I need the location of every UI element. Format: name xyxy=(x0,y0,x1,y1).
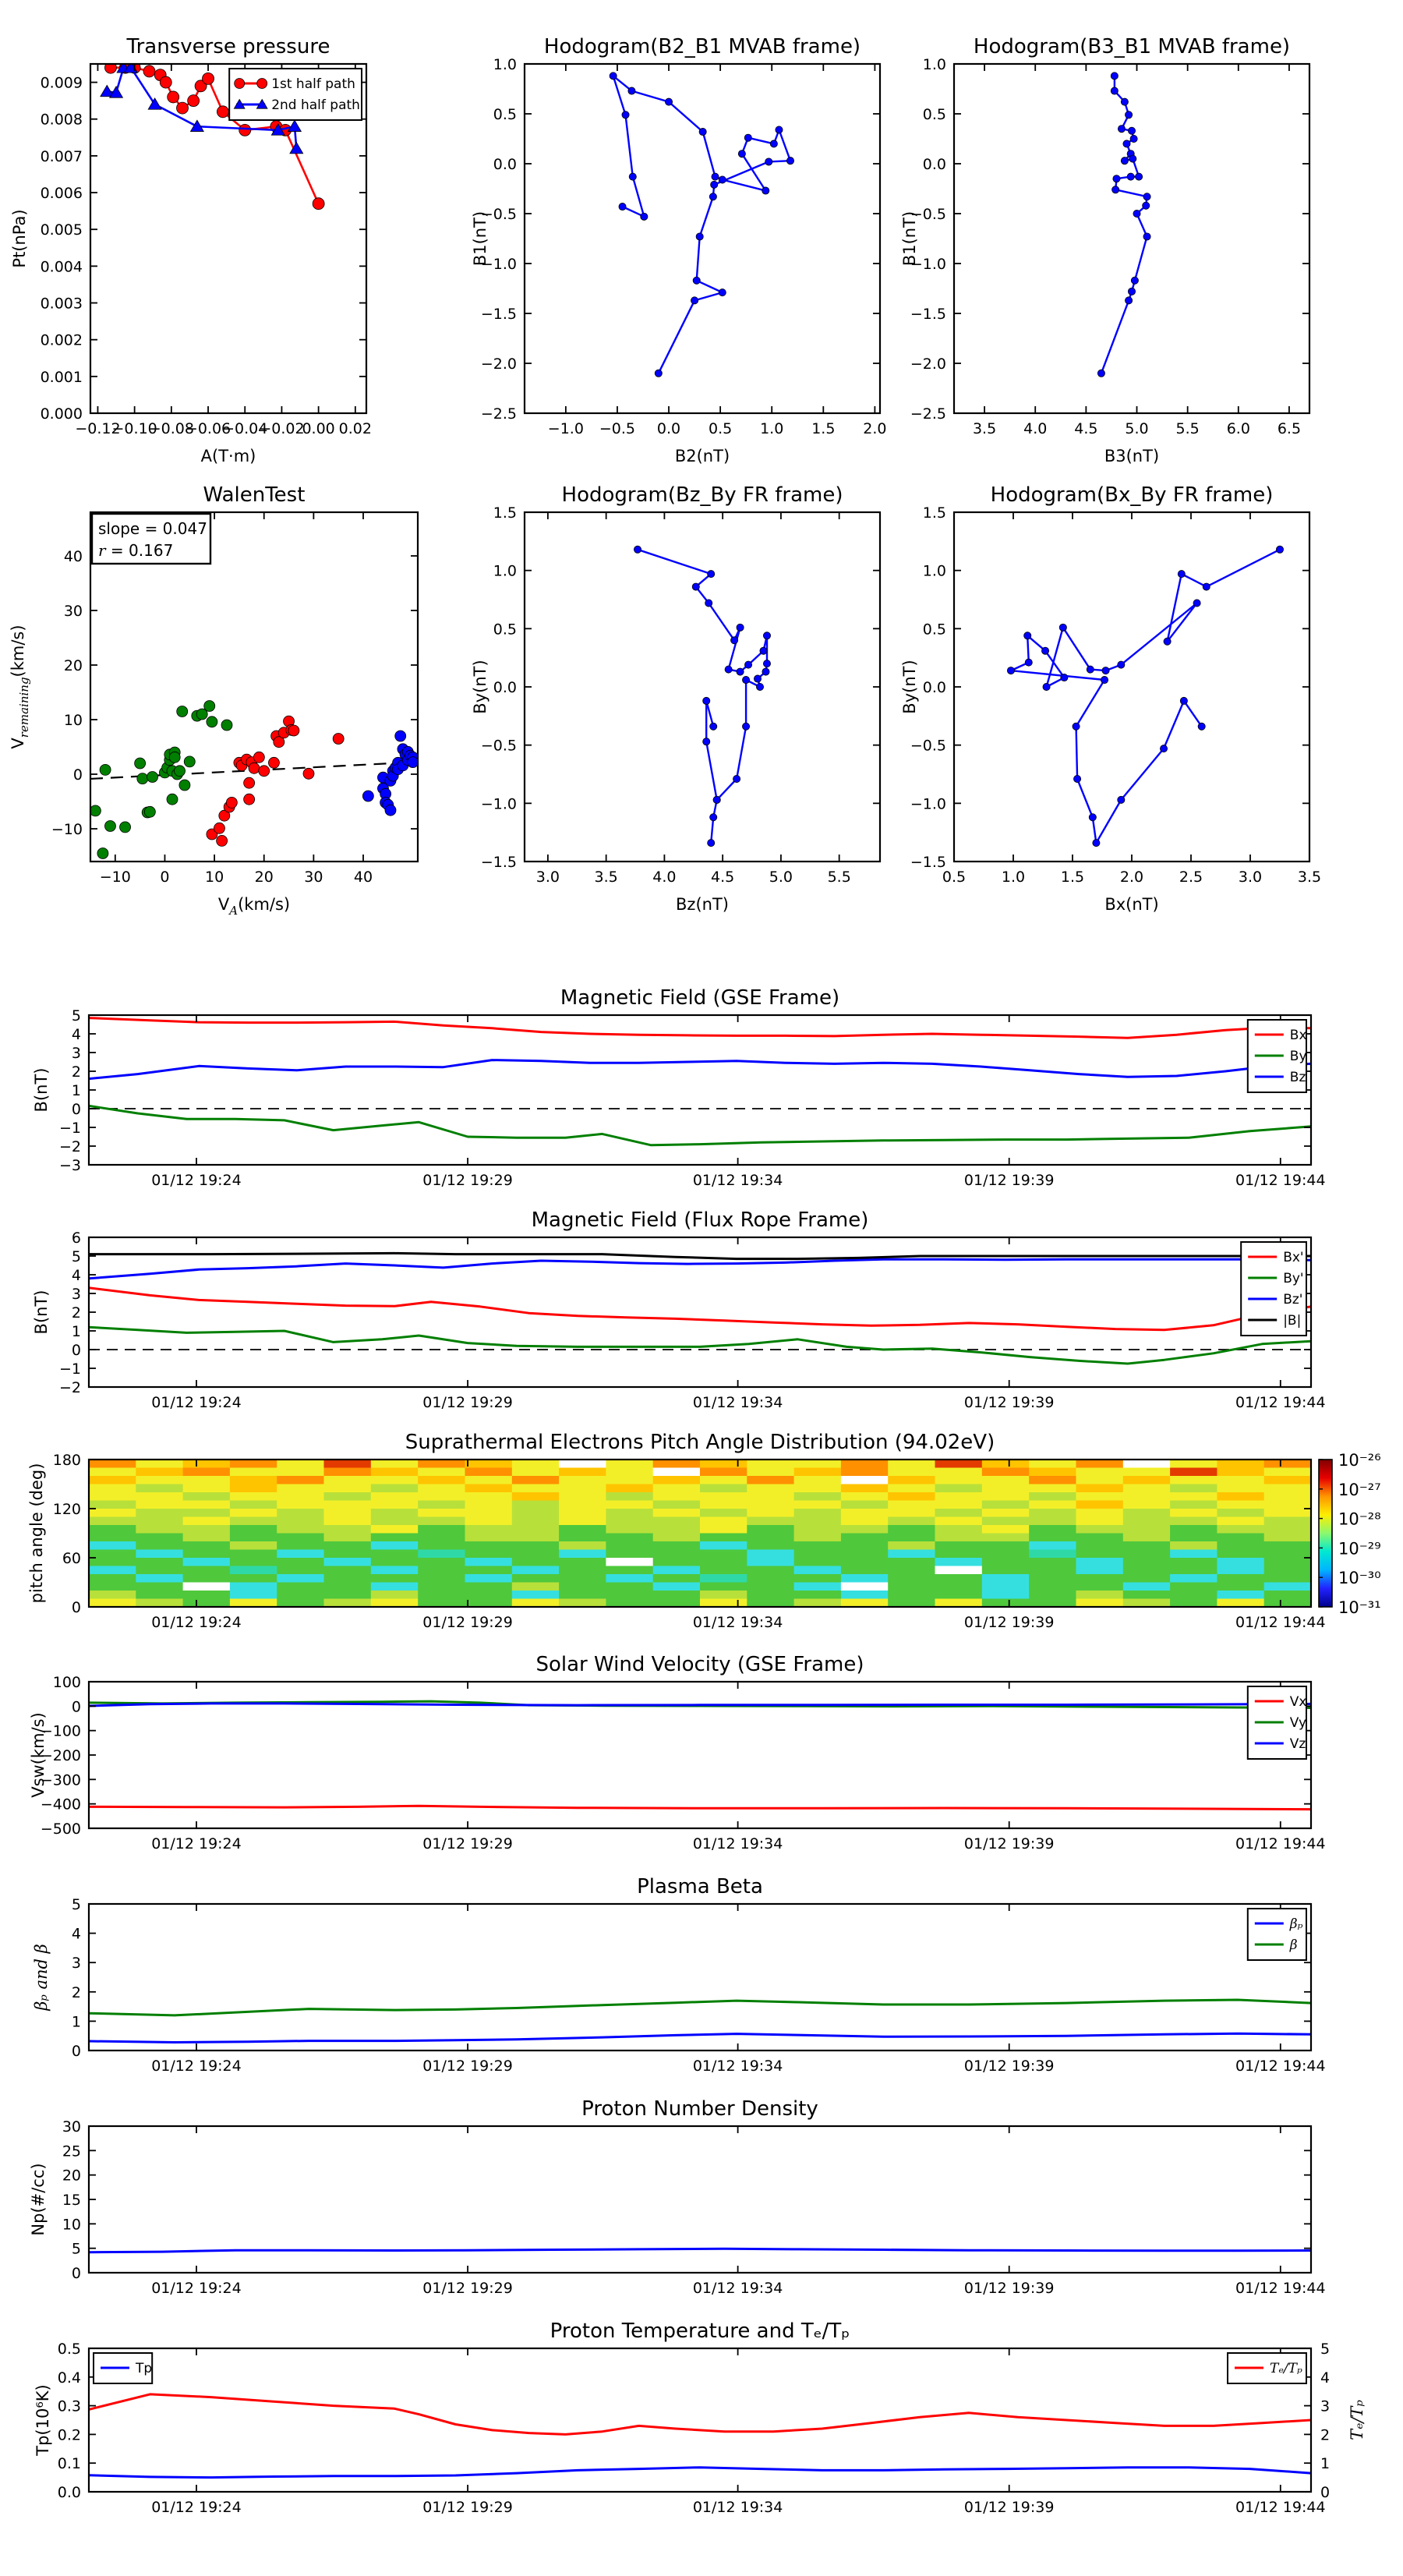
y-tick-label: −100 xyxy=(40,1722,81,1740)
y-tick-label: 0.0 xyxy=(57,2484,81,2501)
y-tick-label: 0.0 xyxy=(493,156,517,173)
y-tick-label: 4 xyxy=(71,1026,81,1043)
y-tick-label: 180 xyxy=(52,1452,81,1469)
x-tick-label: −0.10 xyxy=(111,420,157,437)
chart-ts3 xyxy=(27,1431,1326,1631)
y-tick-label: 0.5 xyxy=(922,106,946,123)
legend xyxy=(229,69,362,120)
x-tick-label: 01/12 19:34 xyxy=(692,2280,783,2297)
y-axis-label: B1(nT) xyxy=(471,211,489,267)
x-axis-label: B3(nT) xyxy=(1104,447,1160,465)
y-tick-label: 120 xyxy=(52,1501,81,1518)
legend-label: Tₑ/Tₚ xyxy=(1270,2361,1302,2376)
x-tick-label: 1.0 xyxy=(1001,869,1026,886)
x-axis-label: Bz(nT) xyxy=(676,895,729,914)
x-axis-label: A(T·m) xyxy=(200,447,256,465)
y-tick-label: 5 xyxy=(71,1007,81,1024)
chart-title: Plasma Beta xyxy=(637,1875,763,1898)
y-tick-label: 0.5 xyxy=(922,621,946,639)
legend xyxy=(1248,1020,1307,1092)
y-tick-label: 0.0 xyxy=(922,156,946,173)
y-tick-label: −2.0 xyxy=(910,356,946,373)
y-tick-label: 2 xyxy=(71,1983,81,2001)
x-tick-label: 01/12 19:29 xyxy=(422,1172,513,1189)
y-tick-label: −1.5 xyxy=(480,854,517,871)
x-tick-label: 40 xyxy=(353,869,373,886)
x-tick-label: 20 xyxy=(254,869,274,886)
x-tick-label: 01/12 19:29 xyxy=(422,1614,513,1631)
x-tick-label: 0.02 xyxy=(338,420,372,437)
y-right-tick-label: 5 xyxy=(1320,2341,1331,2358)
y-tick-label: 0.5 xyxy=(57,2341,81,2358)
x-tick-label: 2.5 xyxy=(1179,869,1203,886)
y-axis-label: Tp(10⁶K) xyxy=(34,2384,52,2456)
x-tick-label: 01/12 19:39 xyxy=(963,2280,1055,2297)
y-tick-label: 0.0 xyxy=(922,679,946,696)
x-tick-label: 01/12 19:39 xyxy=(963,1614,1055,1631)
y-right-tick-label: 1 xyxy=(1320,2455,1331,2473)
y-axis-label: Vsw(km/s) xyxy=(29,1712,48,1798)
y-tick-label: 0.007 xyxy=(40,147,83,165)
y-tick-label: 0.5 xyxy=(493,621,517,639)
x-tick-label: 3.5 xyxy=(594,869,618,886)
x-tick-label: 4.0 xyxy=(652,869,677,886)
y-tick-label: −1 xyxy=(58,1120,81,1137)
x-tick-label: 3.5 xyxy=(1297,869,1322,886)
chart-title: Suprathermal Electrons Pitch Angle Distribution (94.02eV) xyxy=(405,1431,995,1454)
pitch-angle-heatmap xyxy=(89,1460,1312,1608)
y-tick-label: 3 xyxy=(71,1286,81,1303)
legend-label: By' xyxy=(1283,1271,1304,1286)
y-right-tick-label: 4 xyxy=(1320,2369,1331,2387)
chart-title: Proton Temperature and Tₑ/Tₚ xyxy=(550,2319,850,2343)
y-tick-label: 20 xyxy=(62,2167,81,2185)
x-tick-label: 01/12 19:34 xyxy=(692,1614,783,1631)
y-tick-label: −500 xyxy=(40,1821,81,1838)
y-tick-label: 0 xyxy=(72,766,83,784)
x-tick-label: 01/12 19:39 xyxy=(963,2499,1055,2516)
annotation-line: slope = 0.047 xyxy=(98,519,207,538)
y-tick-label: 0.3 xyxy=(57,2397,81,2415)
y-tick-label: 30 xyxy=(63,603,83,620)
chart-title: Hodogram(B3_B1 MVAB frame) xyxy=(973,35,1291,58)
x-tick-label: 01/12 19:34 xyxy=(692,2499,783,2516)
x-tick-label: −0.02 xyxy=(259,420,305,437)
y-tick-label: 0 xyxy=(71,1101,81,1118)
x-tick-label: 01/12 19:29 xyxy=(422,1835,513,1852)
x-tick-label: 01/12 19:29 xyxy=(422,2280,513,2297)
legend-label: By xyxy=(1289,1049,1307,1064)
y-tick-label: −1.5 xyxy=(480,306,517,323)
x-tick-label: 6.5 xyxy=(1277,420,1302,437)
y-tick-label: 0.006 xyxy=(40,185,83,203)
legend-label: 2nd half path xyxy=(271,97,360,113)
x-tick-label: −1.0 xyxy=(547,420,584,437)
y-tick-label: 100 xyxy=(52,1674,81,1691)
y-axis-label: Pt(nPa) xyxy=(10,209,29,268)
y-axis-label: B(nT) xyxy=(32,1290,51,1335)
y-axis-label: βₚ and β xyxy=(32,1944,51,2011)
y-tick-label: 3 xyxy=(71,1955,81,1973)
x-tick-label: 01/12 19:24 xyxy=(151,2058,242,2075)
x-tick-label: −0.04 xyxy=(222,420,268,437)
y-tick-label: 0.002 xyxy=(40,331,83,349)
y-axis-label: B1(nT) xyxy=(900,211,919,267)
y-tick-label: 40 xyxy=(63,548,83,565)
legend xyxy=(94,2353,152,2383)
x-tick-label: 5.5 xyxy=(1175,420,1200,437)
x-tick-label: 01/12 19:39 xyxy=(963,2058,1055,2075)
y-tick-label: −0.5 xyxy=(480,737,517,755)
legend-label: 1st half path xyxy=(271,76,355,92)
y-tick-label: 0.001 xyxy=(40,368,83,386)
chart-title: WalenTest xyxy=(203,483,306,507)
x-tick-label: 2.0 xyxy=(863,420,887,437)
y-tick-label: 5 xyxy=(71,1896,81,1913)
x-axis-label: B2(nT) xyxy=(674,447,730,465)
y-tick-label: 0.005 xyxy=(40,221,83,239)
x-tick-label: 6.0 xyxy=(1226,420,1250,437)
legend-label: βₚ xyxy=(1289,1916,1303,1932)
y-tick-label: 0.4 xyxy=(57,2369,81,2387)
chart-title: Magnetic Field (Flux Rope Frame) xyxy=(531,1208,869,1232)
legend-label: Vy xyxy=(1289,1715,1307,1731)
x-tick-label: 0.5 xyxy=(709,420,733,437)
x-tick-label: 3.0 xyxy=(1238,869,1263,886)
chart-title: Transverse pressure xyxy=(126,35,330,58)
x-tick-label: 5.0 xyxy=(1125,420,1149,437)
y-tick-label: 1.5 xyxy=(493,504,517,522)
y-tick-label: −2.0 xyxy=(480,356,517,373)
y-axis-label: By(nT) xyxy=(471,660,489,714)
y-axis-label: pitch angle (deg) xyxy=(27,1463,46,1604)
x-tick-label: 5.5 xyxy=(827,869,851,886)
y-tick-label: −0.5 xyxy=(910,206,946,223)
x-tick-label: 0 xyxy=(160,869,170,886)
y-tick-label: 0 xyxy=(71,1599,81,1616)
x-tick-label: 01/12 19:44 xyxy=(1235,2058,1326,2075)
y-axis-label: $V_{remaining}(km/s)$ xyxy=(9,625,31,749)
y-tick-label: 0 xyxy=(71,1698,81,1716)
y-tick-label: −2 xyxy=(58,1379,81,1396)
x-tick-label: 01/12 19:44 xyxy=(1235,1394,1326,1411)
x-tick-label: 4.0 xyxy=(1023,420,1048,437)
x-axis-label: Bx(nT) xyxy=(1104,895,1159,914)
y-tick-label: −1.5 xyxy=(910,854,946,871)
colorbar-tick-label: 10⁻²⁷ xyxy=(1338,1480,1381,1499)
y-tick-label: −2.5 xyxy=(910,405,946,423)
y-tick-label: 15 xyxy=(62,2192,81,2209)
y-tick-label: −0.5 xyxy=(480,206,517,223)
x-tick-label: 01/12 19:24 xyxy=(151,1614,242,1631)
legend xyxy=(1228,2353,1306,2383)
legend-label: Bz' xyxy=(1283,1292,1303,1307)
y-tick-label: 0 xyxy=(71,2265,81,2282)
y-tick-label: 0 xyxy=(71,1342,81,1359)
x-tick-label: 4.5 xyxy=(1074,420,1098,437)
y-tick-label: −3 xyxy=(58,1157,81,1174)
x-tick-label: 01/12 19:44 xyxy=(1235,2280,1326,2297)
x-tick-label: −0.12 xyxy=(75,420,121,437)
legend xyxy=(1248,1686,1307,1759)
x-tick-label: 01/12 19:39 xyxy=(963,1394,1055,1411)
chart-title: Hodogram(B2_B1 MVAB frame) xyxy=(543,35,861,58)
y-tick-label: −1.0 xyxy=(480,795,517,813)
x-tick-label: 1.0 xyxy=(760,420,784,437)
x-tick-label: 0.00 xyxy=(302,420,335,437)
x-tick-label: 01/12 19:29 xyxy=(422,2058,513,2075)
y-tick-label: −200 xyxy=(40,1747,81,1764)
y-tick-label: 1 xyxy=(71,1323,81,1340)
x-tick-label: 01/12 19:24 xyxy=(151,2280,242,2297)
legend-label: β xyxy=(1289,1937,1298,1953)
chart-title: Hodogram(Bz_By FR frame) xyxy=(561,483,843,507)
x-tick-label: 01/12 19:34 xyxy=(692,1835,783,1852)
x-tick-label: 10 xyxy=(204,869,224,886)
y-tick-label: −1.5 xyxy=(910,306,946,323)
colorbar-gradient xyxy=(1319,1460,1332,1607)
x-tick-label: 01/12 19:44 xyxy=(1235,1835,1326,1852)
y-tick-label: 0.004 xyxy=(40,258,83,276)
legend-label: Bx xyxy=(1289,1028,1307,1043)
colorbar-tick-label: 10⁻³¹ xyxy=(1338,1598,1381,1617)
y-tick-label: 30 xyxy=(62,2118,81,2135)
x-tick-label: 01/12 19:24 xyxy=(151,1835,242,1852)
legend-label: Bx' xyxy=(1283,1250,1304,1265)
y-tick-label: 5 xyxy=(71,1248,81,1265)
x-tick-label: 4.5 xyxy=(711,869,735,886)
y-tick-label: 0.0 xyxy=(493,679,517,696)
y-tick-label: 60 xyxy=(62,1550,81,1567)
x-tick-label: 01/12 19:24 xyxy=(151,1172,242,1189)
y-tick-label: 0.003 xyxy=(40,295,83,313)
y-right-tick-label: 3 xyxy=(1320,2397,1331,2415)
x-tick-label: 01/12 19:29 xyxy=(422,1394,513,1411)
y-tick-label: 0.009 xyxy=(40,74,83,92)
y-axis-label: Np(#/cc) xyxy=(29,2163,48,2236)
x-tick-label: 01/12 19:34 xyxy=(692,1394,783,1411)
x-tick-label: 01/12 19:24 xyxy=(151,2499,242,2516)
y-tick-label: −2.5 xyxy=(480,405,517,423)
x-tick-label: 5.0 xyxy=(769,869,793,886)
x-axis-label: $V_A(km/s)$ xyxy=(217,895,291,918)
x-tick-label: 01/12 19:29 xyxy=(422,2499,513,2516)
x-tick-label: 2.0 xyxy=(1119,869,1144,886)
x-tick-label: 0.0 xyxy=(656,420,681,437)
y-tick-label: −0.5 xyxy=(910,737,946,755)
x-tick-label: 01/12 19:44 xyxy=(1235,1614,1326,1631)
y-tick-label: 2 xyxy=(71,1304,81,1322)
y-tick-label: −400 xyxy=(40,1796,81,1813)
y-axis-label-right: Tₑ/Tₚ xyxy=(1348,2400,1366,2440)
chart-title: Solar Wind Velocity (GSE Frame) xyxy=(535,1653,864,1676)
y-axis-label: B(nT) xyxy=(32,1067,51,1113)
y-tick-label: −1.0 xyxy=(910,795,946,813)
y-tick-label: 1.0 xyxy=(922,56,946,73)
x-tick-label: 1.5 xyxy=(811,420,836,437)
x-tick-label: 01/12 19:44 xyxy=(1235,2499,1326,2516)
chart-title: Hodogram(Bx_By FR frame) xyxy=(990,483,1274,507)
y-tick-label: 2 xyxy=(71,1063,81,1081)
y-tick-label: 0.1 xyxy=(57,2455,81,2473)
y-tick-label: −2 xyxy=(58,1138,81,1155)
legend-label: |B| xyxy=(1283,1313,1302,1329)
y-tick-label: 0.5 xyxy=(493,106,517,123)
x-tick-label: 3.0 xyxy=(535,869,560,886)
x-tick-label: 0.5 xyxy=(942,869,967,886)
y-tick-label: −10 xyxy=(51,821,83,838)
y-tick-label: 10 xyxy=(62,2216,81,2234)
y-tick-label: 1.0 xyxy=(493,562,517,580)
annotation-box xyxy=(92,514,210,564)
x-tick-label: −10 xyxy=(99,869,131,886)
y-tick-label: −1.0 xyxy=(910,256,946,273)
y-tick-label: 1.5 xyxy=(922,504,946,522)
x-tick-label: −0.5 xyxy=(599,420,636,437)
y-tick-label: 1.0 xyxy=(493,56,517,73)
chart-title: Proton Number Density xyxy=(581,2097,818,2121)
y-tick-label: 4 xyxy=(71,1267,81,1284)
colorbar-tick-label: 10⁻²⁸ xyxy=(1338,1509,1381,1529)
legend-label: Vz xyxy=(1289,1736,1306,1752)
y-tick-label: 6 xyxy=(71,1230,81,1247)
y-tick-label: 1 xyxy=(71,2013,81,2031)
colorbar-tick-label: 10⁻²⁶ xyxy=(1338,1451,1381,1470)
x-tick-label: 01/12 19:24 xyxy=(151,1394,242,1411)
annotation-line: r = 0.167 xyxy=(98,541,174,560)
x-tick-label: 30 xyxy=(304,869,323,886)
x-tick-label: 3.5 xyxy=(972,420,997,437)
x-tick-label: 01/12 19:34 xyxy=(692,1172,783,1189)
x-tick-label: 01/12 19:39 xyxy=(963,1172,1055,1189)
y-right-tick-label: 2 xyxy=(1320,2426,1331,2444)
y-tick-label: 10 xyxy=(63,712,83,729)
y-tick-label: 1 xyxy=(71,1082,81,1099)
y-tick-label: −300 xyxy=(40,1771,81,1789)
y-tick-label: 0.008 xyxy=(40,111,83,129)
legend xyxy=(1248,1909,1306,1960)
legend-label: Vx xyxy=(1289,1694,1307,1710)
y-tick-label: 3 xyxy=(71,1045,81,1062)
y-tick-label: 25 xyxy=(62,2143,81,2160)
colorbar-tick-label: 10⁻³⁰ xyxy=(1338,1569,1381,1588)
legend xyxy=(1241,1242,1306,1336)
y-tick-label: 20 xyxy=(63,657,83,674)
x-tick-label: 1.5 xyxy=(1060,869,1085,886)
chart-title: Magnetic Field (GSE Frame) xyxy=(560,986,840,1010)
y-tick-label: −1.0 xyxy=(480,256,517,273)
colorbar-tick-label: 10⁻²⁹ xyxy=(1338,1539,1381,1559)
y-axis-label: By(nT) xyxy=(900,660,919,714)
y-tick-label: 4 xyxy=(71,1925,81,1943)
y-tick-label: 1.0 xyxy=(922,562,946,580)
x-tick-label: −0.08 xyxy=(148,420,194,437)
legend-label: Tp xyxy=(136,2361,153,2376)
legend-label: Bz xyxy=(1289,1070,1306,1085)
y-right-tick-label: 0 xyxy=(1320,2484,1331,2501)
x-tick-label: 01/12 19:34 xyxy=(692,2058,783,2075)
y-tick-label: −1 xyxy=(58,1361,81,1378)
x-tick-label: −0.06 xyxy=(185,420,231,437)
x-tick-label: 01/12 19:44 xyxy=(1235,1172,1326,1189)
y-tick-label: 0.2 xyxy=(57,2426,81,2444)
x-tick-label: 01/12 19:39 xyxy=(963,1835,1055,1852)
y-tick-label: 0 xyxy=(71,2043,81,2060)
y-tick-label: 5 xyxy=(71,2240,81,2258)
y-tick-label: 0.000 xyxy=(40,405,83,423)
